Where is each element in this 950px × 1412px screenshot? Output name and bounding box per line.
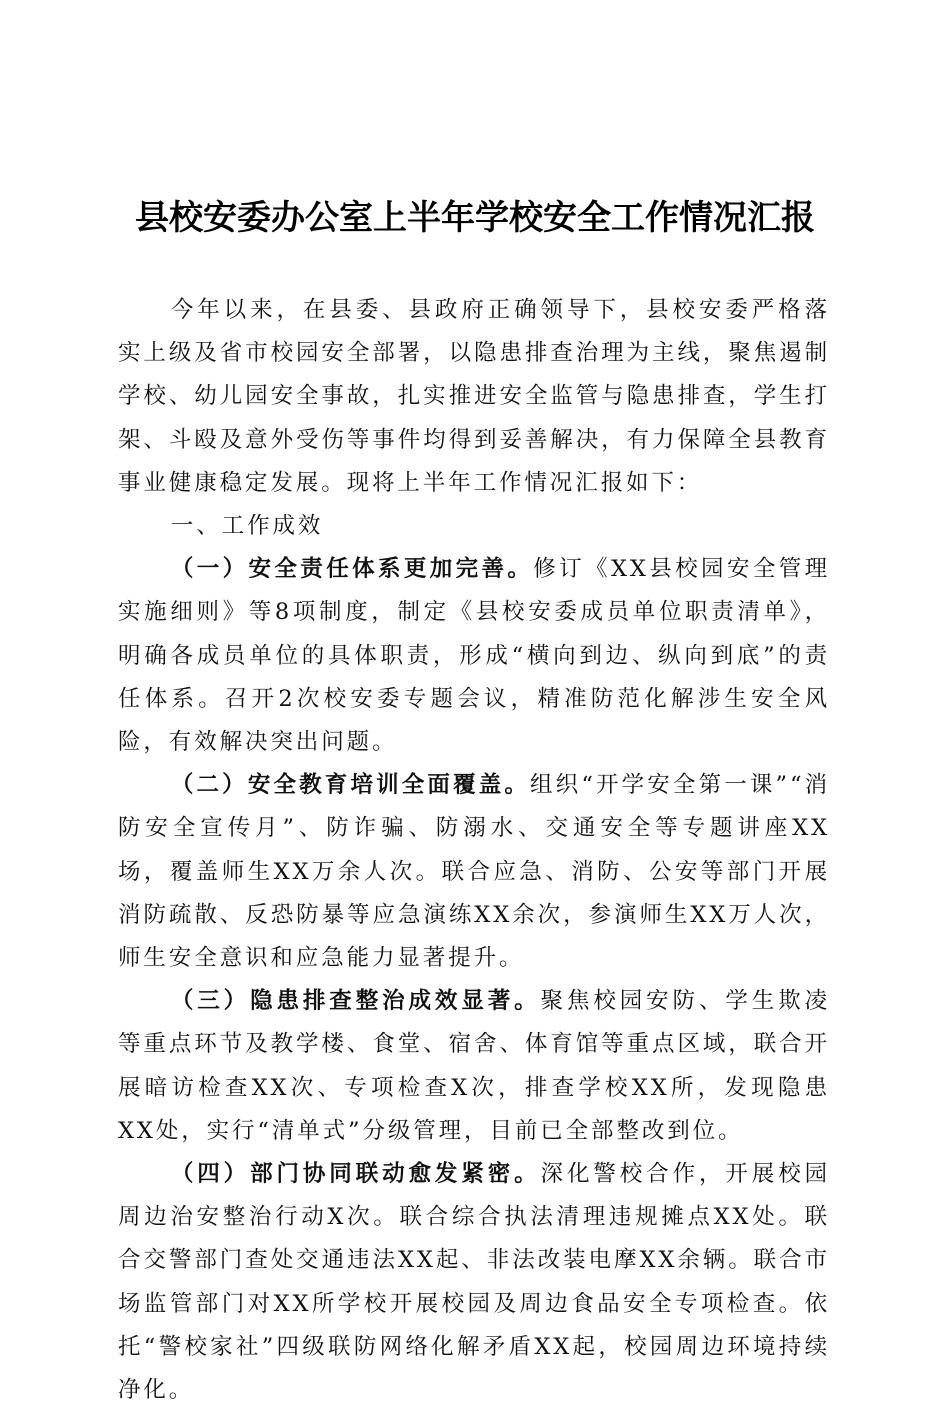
item-paragraph-3 <box>118 980 830 1153</box>
section-heading-work-results: 一、工作成效 <box>170 513 324 540</box>
item-heading-3: （三）隐患排查整治成效显著。 <box>170 988 541 1015</box>
document-title: 县校安委办公室上半年学校安全工作情况汇报 <box>135 198 815 238</box>
item-heading-1: （一）安全责任体系更加完善。 <box>170 556 534 583</box>
item-heading-2: （二）安全教育培训全面覆盖。 <box>170 772 531 799</box>
document-body <box>118 289 830 1412</box>
item-paragraph-2 <box>118 764 830 980</box>
item-body-1: 修订《XX县校园安全管理实施细则》等8项制度，制定《县校安委成员单位职责清单》，明确各成员单位的具体职责，形成“横向到边、纵向到底”的责任体系。召开2次校安委专题会议，精准防范化解涉生安全风险，有效解决突出问题。 <box>118 556 830 756</box>
item-heading-4: （四）部门协同联动愈发紧密。 <box>170 1161 541 1188</box>
item-body-2: 组织“开学安全第一课”“消防安全宣传月”、防诈骗、防溺水、交通安全等专题讲座XX场，覆盖师生XX万余人次。联合应急、消防、公安等部门开展消防疏散、反恐防暴等应急演练XX余次，参演师生XX万人次，师生安全意识和应急能力显著提升。 <box>118 772 830 972</box>
item-paragraph-1 <box>118 548 830 764</box>
intro-paragraph: 今年以来，在县委、县政府正确领导下，县校安委严格落实上级及省市校园安全部署，以隐患排查治理为主线，聚焦遏制学校、幼儿园安全事故，扎实推进安全监管与隐患排查，学生打架、斗殴及意外受伤等事件均得到妥善解决，有力保障全县教育事业健康稳定发展。现将上半年工作情况汇报如下： <box>118 297 830 496</box>
item-body-4: 深化警校合作，开展校园周边治安整治行动X次。联合综合执法清理违规摊点XX处。联合交警部门查处交通违法XX起、非法改装电摩XX余辆。联合市场监管部门对XX所学校开展校园及周边食品安全专项检查。依托“警校家社”四级联防网络化解矛盾XX起，校园周边环境持续净化。 <box>118 1161 830 1404</box>
item-paragraph-4 <box>118 1153 830 1412</box>
item-body-3: 聚焦校园安防、学生欺凌等重点环节及教学楼、食堂、宿舍、体育馆等重点区域，联合开展暗访检查XX次、专项检查X次，排查学校XX所，发现隐患XX处，实行“清单式”分级管理，目前已全部整改到位。 <box>118 988 830 1144</box>
